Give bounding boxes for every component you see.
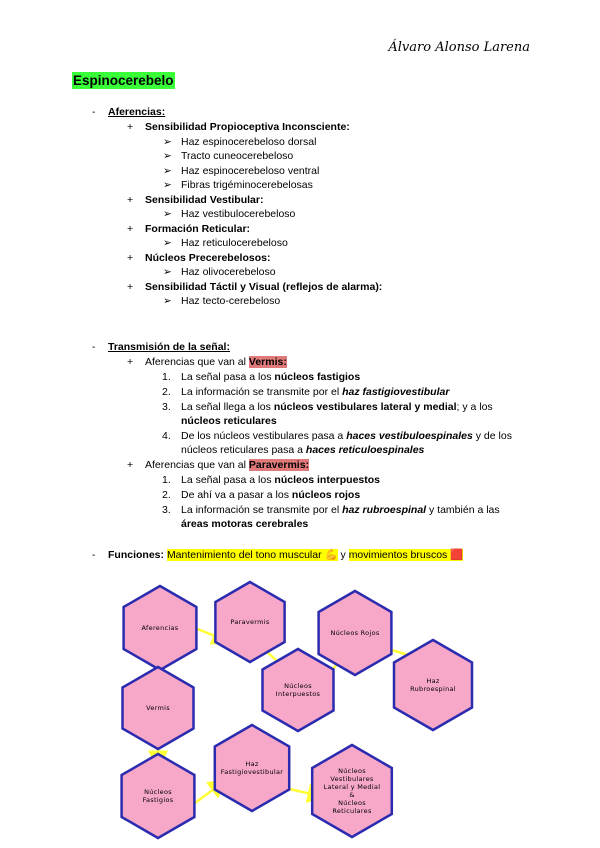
transmision-heading: Transmisión de la señal: xyxy=(108,341,230,353)
aferencia-item: Haz espinocerebeloso dorsal xyxy=(181,135,317,148)
plus-marker: + xyxy=(127,459,134,471)
hex-label-nucleos-vestibulares: Núcleos xyxy=(338,799,366,807)
hex-label-nucleos-vestibulares: & xyxy=(349,791,355,799)
funciones-tono: Mantenimiento del tono muscular 💪 xyxy=(166,549,338,561)
vermis-step-3: La señal llega a los núcleos vestibulares lateral y medial; y a los xyxy=(181,401,493,413)
step-number: 4. xyxy=(162,430,171,442)
aferencia-group-title: Sensibilidad Vestibular: xyxy=(145,193,264,206)
funciones-movimientos: movimientos bruscos 🟥 xyxy=(348,549,464,561)
hex-label-haz-rubroespinal: Rubroespinal xyxy=(410,685,456,693)
hex-label-nucleos-rojos: Núcleos Rojos xyxy=(330,629,380,637)
paravermis-step-3: La información se transmite por el haz rubroespinal y también a las xyxy=(181,504,500,516)
arrow-bullet-icon: ➢ xyxy=(163,237,172,249)
plus-marker: + xyxy=(127,222,134,235)
paravermis-step-3-cont: áreas motoras cerebrales xyxy=(181,518,309,530)
aferencia-item: Tracto cuneocerebeloso xyxy=(181,150,294,162)
plus-marker: + xyxy=(127,251,134,264)
dash-marker: - xyxy=(92,549,96,561)
hex-label-nucleos-interpuestos: Interpuestos xyxy=(275,690,321,698)
vermis-step-4-cont: núcleos reticulares pasa a haces reticuloespinales xyxy=(181,444,425,456)
aferencia-item: Fibras trigéminocerebelosas xyxy=(181,179,313,191)
vermis-step-4: De los núcleos vestibulares pasa a haces vestibuloespinales y de los xyxy=(181,430,512,442)
hex-label-nucleos-fastigios: Fastigios xyxy=(142,796,174,804)
arrow-bullet-icon: ➢ xyxy=(163,164,172,177)
aferencia-item: Haz espinocerebeloso ventral xyxy=(181,164,320,177)
paravermis-step-1: La señal pasa a los núcleos interpuestos xyxy=(181,474,381,486)
dash-marker: - xyxy=(92,341,96,353)
aferencia-item: Haz tecto-cerebeloso xyxy=(181,295,281,307)
hex-label-nucleos-vestibulares: Vestibulares xyxy=(330,775,374,783)
hex-label-aferencias: Aferencias xyxy=(141,624,179,632)
arrow-bullet-icon: ➢ xyxy=(163,135,172,148)
funciones-line: Funciones: Mantenimiento del tono muscular 💪 y movimientos bruscos 🟥 xyxy=(108,549,464,561)
arrow-bullet-icon: ➢ xyxy=(163,295,172,307)
plus-marker: + xyxy=(127,280,134,293)
vermis-step-1: La señal pasa a los núcleos fastigios xyxy=(181,371,361,383)
paravermis-intro: Aferencias que van al Paravermis: xyxy=(145,459,310,471)
aferencia-group-title: Núcleos Precerebelosos: xyxy=(145,251,271,264)
aferencia-item: Haz olivocerebeloso xyxy=(181,266,276,278)
vermis-intro: Aferencias que van al Vermis: xyxy=(145,356,287,368)
hex-label-nucleos-vestibulares: Núcleos xyxy=(338,767,366,775)
arrow-bullet-icon: ➢ xyxy=(163,208,172,220)
step-number: 2. xyxy=(162,489,171,501)
arrow-bullet-icon: ➢ xyxy=(163,150,172,162)
vermis-step-3-cont: núcleos reticulares xyxy=(181,415,277,427)
step-number: 1. xyxy=(162,371,171,383)
hex-label-nucleos-vestibulares: Lateral y Medial xyxy=(323,783,381,791)
step-number: 2. xyxy=(162,386,171,398)
hex-label-nucleos-vestibulares: Reticulares xyxy=(332,807,372,815)
plus-marker: + xyxy=(127,356,134,368)
vermis-step-2: La información se transmite por el haz fastigiovestibular xyxy=(181,386,450,398)
aferencia-item: Haz reticulocerebeloso xyxy=(181,237,288,249)
page-title: Espinocerebelo xyxy=(73,73,174,88)
dash-marker: - xyxy=(92,106,96,118)
aferencia-group-title: Sensibilidad Táctil y Visual (reflejos de alarma): xyxy=(145,280,383,293)
aferencia-group-title: Sensibilidad Propioceptiva Inconsciente: xyxy=(145,121,350,133)
paravermis-highlight: Paravermis: xyxy=(248,459,310,471)
step-number: 3. xyxy=(162,401,171,413)
plus-marker: + xyxy=(127,193,134,206)
hex-label-nucleos-fastigios: Núcleos xyxy=(144,788,172,796)
hex-label-haz-fastigiovestibular: Fastigiovestibular xyxy=(220,768,284,776)
aferencia-item: Haz vestibulocerebeloso xyxy=(181,208,296,220)
hex-label-haz-rubroespinal: Haz xyxy=(426,677,440,685)
vermis-highlight: Vermis: xyxy=(248,356,287,368)
step-number: 3. xyxy=(162,504,171,516)
arrow-bullet-icon: ➢ xyxy=(163,266,172,278)
step-number: 1. xyxy=(162,474,171,486)
paravermis-step-2: De ahí va a pasar a los núcleos rojos xyxy=(181,489,361,501)
arrow-bullet-icon: ➢ xyxy=(163,179,172,191)
aferencia-group-title: Formación Reticular: xyxy=(145,222,251,235)
aferencias-heading: Aferencias: xyxy=(108,106,166,118)
plus-marker: + xyxy=(127,121,134,133)
hex-label-haz-fastigiovestibular: Haz xyxy=(245,760,259,768)
hex-label-paravermis: Paravermis xyxy=(230,618,270,626)
flow-diagram xyxy=(0,578,600,848)
author-name: Álvaro Alonso Larena xyxy=(388,40,530,55)
hex-label-vermis: Vermis xyxy=(146,704,170,712)
hex-label-nucleos-interpuestos: Núcleos xyxy=(284,682,312,690)
